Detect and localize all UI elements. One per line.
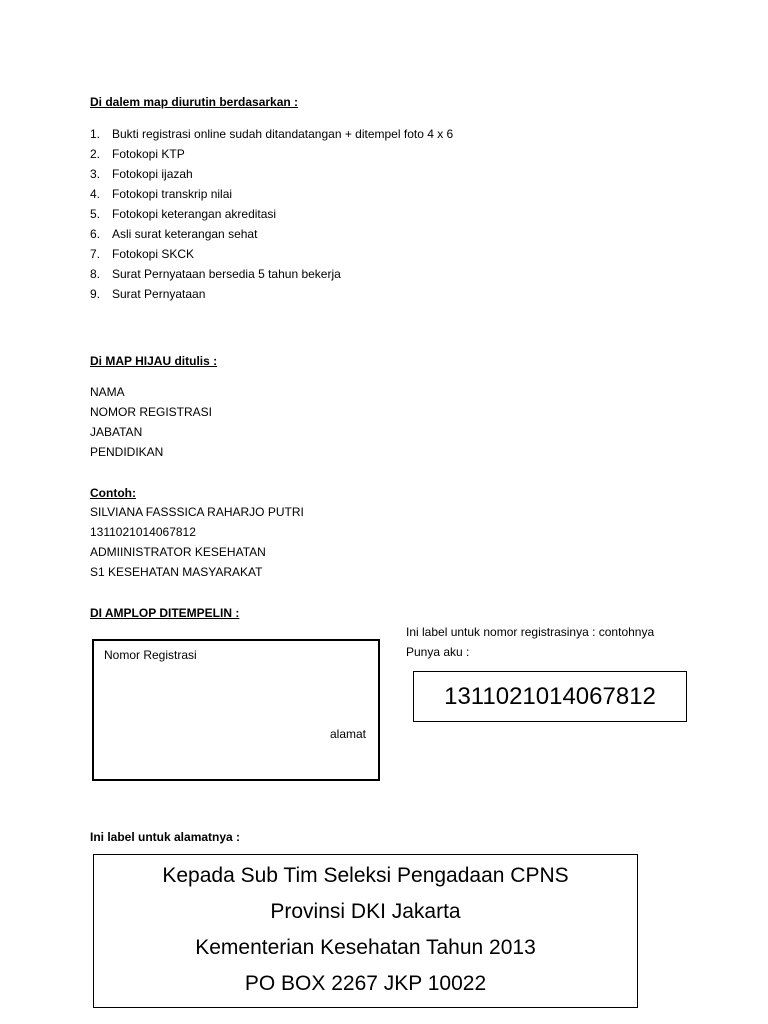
green-map-heading: Di MAP HIJAU ditulis : (90, 354, 218, 368)
list-item-number: 2. (90, 147, 101, 161)
list-item-text: Bukti registrasi online sudah ditandatangan + ditempel foto 4 x 6 (112, 127, 454, 141)
list-item-number: 7. (90, 247, 101, 261)
address-line-ministry: Kementerian Kesehatan Tahun 2013 (195, 936, 536, 959)
list-item-number: 4. (90, 187, 101, 201)
list-item (90, 164, 453, 184)
example-education: S1 KESEHATAN MASYARAKAT (90, 565, 263, 579)
list-item (90, 264, 453, 284)
list-item-number: 6. (90, 227, 101, 241)
envelope-registration-label: Nomor Registrasi (104, 648, 197, 662)
field-name: NAMA (90, 385, 125, 399)
list-item-number: 5. (90, 207, 101, 221)
address-line-province: Provinsi DKI Jakarta (270, 900, 461, 923)
registration-number-label: 1311021014067812 (413, 671, 687, 722)
list-item (90, 284, 453, 304)
list-item-text: Fotokopi transkrip nilai (112, 187, 233, 201)
list-item-text: Asli surat keterangan sehat (112, 227, 258, 241)
document-checklist (90, 124, 453, 304)
field-education: PENDIDIKAN (90, 445, 164, 459)
example-heading: Contoh: (90, 486, 136, 500)
example-name: SILVIANA FASSSICA RAHARJO PUTRI (90, 505, 304, 519)
field-position: JABATAN (90, 425, 143, 439)
list-item-text: Surat Pernyataan (112, 287, 206, 301)
list-item (90, 244, 453, 264)
list-item (90, 224, 453, 244)
list-item-text: Fotokopi SKCK (112, 247, 195, 261)
list-item-number: 9. (90, 287, 101, 301)
envelope-diagram (92, 639, 380, 781)
registration-label-own: Punya aku : (406, 645, 470, 659)
list-item-text: Fotokopi keterangan akreditasi (112, 207, 277, 221)
address-label-box (93, 854, 638, 1008)
example-lines (90, 502, 304, 582)
list-item (90, 184, 453, 204)
address-line-po-box: PO BOX 2267 JKP 10022 (244, 972, 487, 995)
envelope-heading: DI AMPLOP DITEMPELIN : (90, 606, 240, 620)
address-label-intro: Ini label untuk alamatnya : (90, 830, 241, 844)
list-item (90, 144, 453, 164)
list-item-number: 8. (90, 267, 101, 281)
list-item-text: Fotokopi KTP (112, 147, 185, 161)
envelope-address-label: alamat (330, 727, 367, 741)
green-map-fields (90, 382, 212, 462)
list-item (90, 124, 453, 144)
address-line-recipient: Kepada Sub Tim Seleksi Pengadaan CPNS (162, 864, 569, 887)
registration-label-note: Ini label untuk nomor registrasinya : contohnya (406, 625, 655, 639)
list-item-number: 3. (90, 167, 101, 181)
list-item (90, 204, 453, 224)
list-item-text: Surat Pernyataan bersedia 5 tahun bekerja (112, 267, 341, 281)
example-position: ADMIINISTRATOR KESEHATAN (90, 545, 266, 559)
example-registration-number: 1311021014067812 (90, 525, 196, 539)
list-item-number: 1. (90, 127, 101, 141)
map-order-heading: Di dalem map diurutin berdasarkan : (90, 95, 299, 109)
list-item-text: Fotokopi ijazah (112, 167, 193, 181)
field-registration-number: NOMOR REGISTRASI (90, 405, 213, 419)
